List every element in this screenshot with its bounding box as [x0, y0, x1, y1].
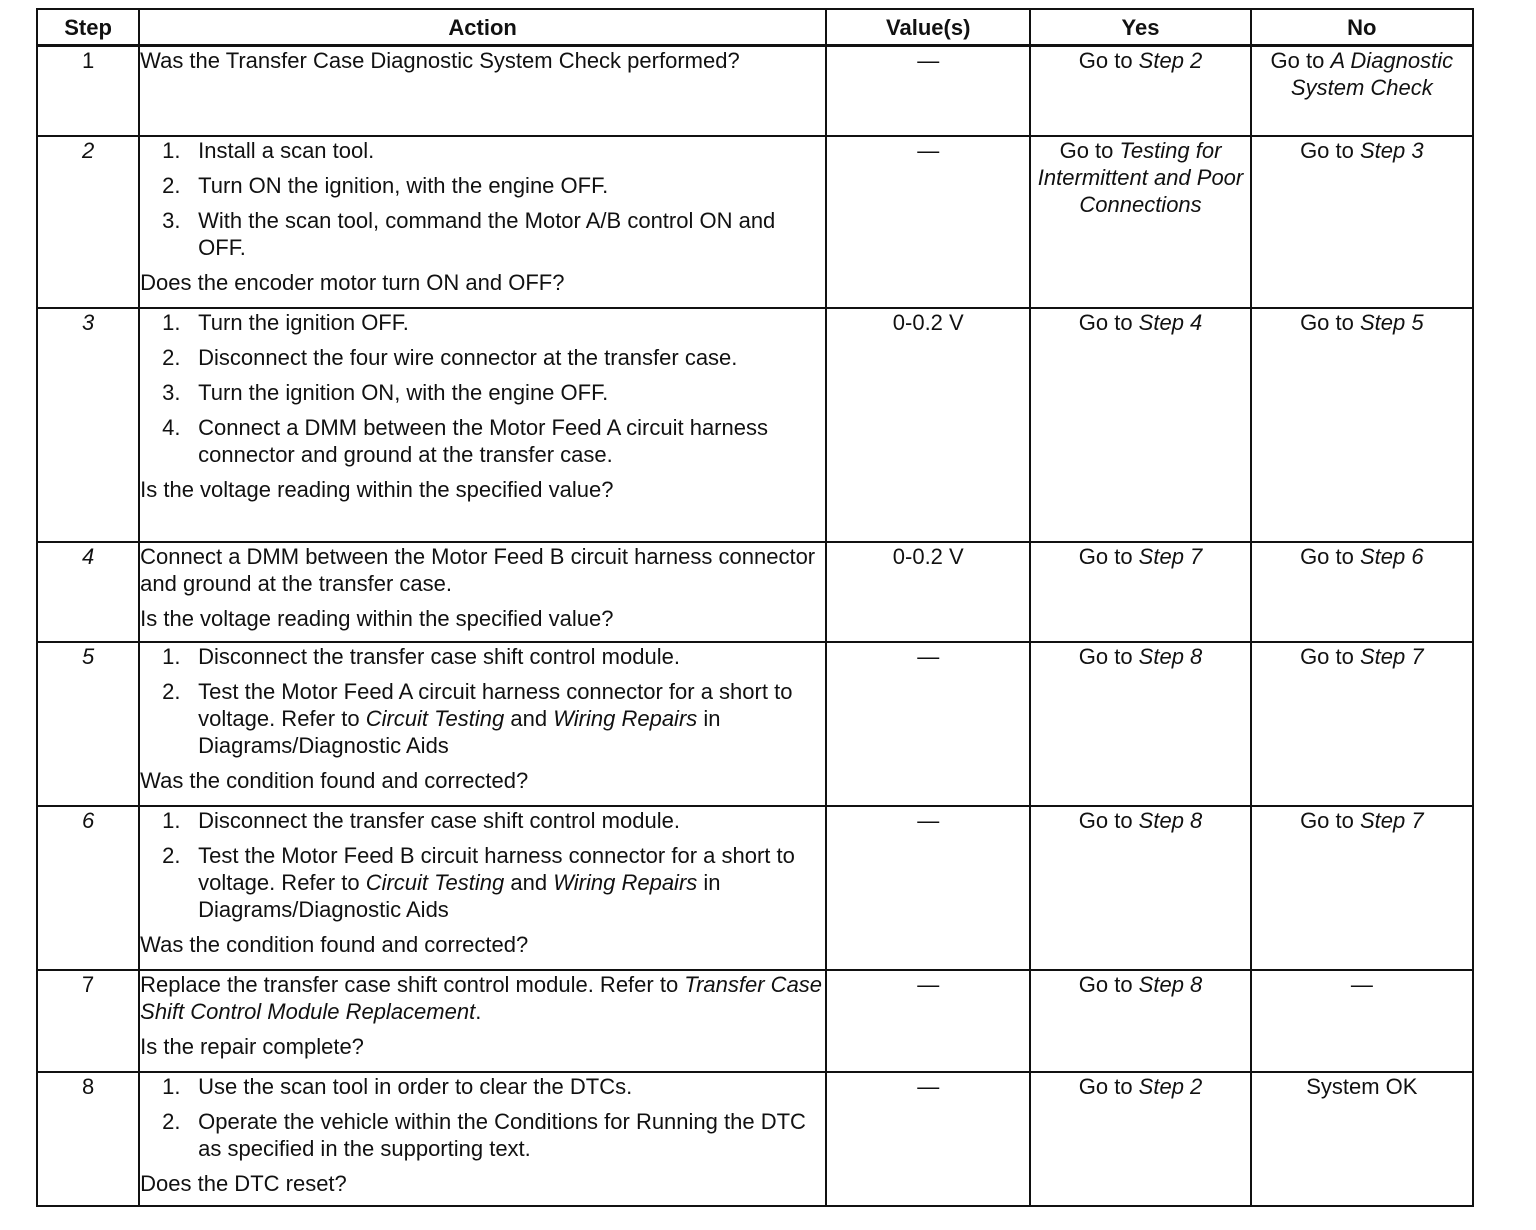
action-question: Does the encoder motor turn ON and OFF? [140, 269, 565, 295]
action-step: 1. Install a scan tool. [162, 137, 375, 163]
yes-cell [1030, 46, 1250, 136]
yes-cell [1030, 1072, 1250, 1206]
yes-ref: Step 8 [1138, 643, 1203, 669]
no-cell [1251, 642, 1473, 806]
no-prefix: Go to [1300, 643, 1360, 669]
no-cell [1251, 308, 1473, 542]
table-row [37, 642, 1473, 806]
action-steps [140, 309, 825, 468]
action-step: 3. Turn the ignition ON, with the engine OFF. [162, 379, 609, 405]
yes-ref: Step 4 [1138, 309, 1203, 335]
action-question: Is the voltage reading within the specified value? [140, 605, 614, 631]
yes-cell [1030, 806, 1250, 970]
action-step: 4. Connect a DMM between the Motor Feed A circuit harness connector and ground at the transfer case. [162, 414, 768, 467]
action-cell [139, 542, 826, 642]
header-yes: Yes [1030, 9, 1250, 46]
yes-prefix: Go to [1059, 137, 1120, 163]
no-ref: Step 6 [1359, 543, 1424, 569]
no-cell: — [1251, 970, 1473, 1072]
table-row [37, 1072, 1473, 1206]
action-step: 1. Turn the ignition OFF. [162, 309, 409, 335]
step-number: 6 [37, 806, 139, 970]
action-step: 1. Disconnect the transfer case shift control module. [162, 643, 680, 669]
yes-ref: Step 7 [1138, 543, 1203, 569]
action-cell [139, 308, 826, 542]
action-step: 2. Turn ON the ignition, with the engine OFF. [162, 172, 609, 198]
step-number: 1 [37, 46, 139, 136]
no-ref: Step 7 [1359, 807, 1424, 833]
step-number: 7 [37, 970, 139, 1072]
action-cell [139, 46, 826, 136]
step-number: 5 [37, 642, 139, 806]
action-step: 1. Disconnect the transfer case shift control module. [162, 807, 680, 833]
value-cell: — [826, 136, 1030, 308]
reference-link: Circuit Testing [365, 705, 505, 731]
step-number: 3 [37, 308, 139, 542]
step-number: 4 [37, 542, 139, 642]
yes-prefix: Go to [1078, 48, 1139, 73]
action-step: 2. Operate the vehicle within the Conditions for Running the DTC as specified in the supporting text. [162, 1108, 806, 1161]
action-question: Is the repair complete? [140, 1033, 364, 1059]
action-question: Was the condition found and corrected? [140, 931, 529, 957]
yes-prefix: Go to [1078, 543, 1139, 569]
action-steps [140, 643, 825, 759]
no-cell: System OK [1251, 1072, 1473, 1206]
reference-link: Wiring Repairs [553, 705, 698, 731]
value-cell: 0-0.2 V [826, 542, 1030, 642]
no-ref: Step 3 [1359, 137, 1424, 163]
no-cell [1251, 806, 1473, 970]
value-cell: 0-0.2 V [826, 308, 1030, 542]
diagnostic-table [36, 8, 1474, 1207]
header-action: Action [139, 9, 826, 46]
action-text: Connect a DMM between the Motor Feed B circuit harness connector and ground at the transfer case. [140, 543, 816, 596]
yes-ref: Step 8 [1138, 807, 1203, 833]
action-steps [140, 807, 825, 923]
action-cell [139, 136, 826, 308]
action-step: 2. Test the Motor Feed B circuit harness connector for a short to voltage. Refer to Circuit Testing and Wiring Repairs in Diagrams/Diagnostic Aids [162, 842, 795, 922]
yes-prefix: Go to [1078, 971, 1139, 997]
reference-link: Wiring Repairs [553, 869, 698, 895]
action-step: 2. Disconnect the four wire connector at the transfer case. [162, 344, 738, 370]
step-number: 8 [37, 1072, 139, 1206]
action-cell [139, 642, 826, 806]
value-cell: — [826, 1072, 1030, 1206]
action-steps [140, 137, 825, 261]
no-ref: Step 5 [1359, 309, 1424, 335]
no-cell [1251, 46, 1473, 136]
header-no: No [1251, 9, 1473, 46]
action-step: 2. Test the Motor Feed A circuit harness connector for a short to voltage. Refer to Circuit Testing and Wiring Repairs in Diagrams/Diagnostic Aids [162, 678, 793, 758]
yes-prefix: Go to [1078, 807, 1139, 833]
table-row [37, 136, 1473, 308]
yes-ref: Step 8 [1138, 971, 1203, 997]
action-steps [140, 1073, 825, 1162]
yes-prefix: Go to [1078, 1073, 1139, 1099]
yes-prefix: Go to [1078, 643, 1139, 669]
action-question: Does the DTC reset? [140, 1170, 347, 1196]
action-cell [139, 806, 826, 970]
yes-ref: Testing for Intermittent and Poor Connections [1037, 137, 1244, 217]
yes-cell [1030, 970, 1250, 1072]
no-cell [1251, 136, 1473, 308]
no-prefix: Go to [1300, 807, 1360, 833]
yes-cell [1030, 542, 1250, 642]
action-question: Is the voltage reading within the specified value? [140, 476, 614, 502]
no-prefix: Go to [1300, 137, 1360, 163]
no-prefix: Go to [1300, 543, 1360, 569]
header-row [37, 9, 1473, 46]
value-cell: — [826, 642, 1030, 806]
no-prefix: Go to [1300, 309, 1360, 335]
action-text: Replace the transfer case shift control module. Refer to Transfer Case Shift Control Module Replacement. [140, 971, 823, 1024]
header-step: Step [37, 9, 139, 46]
header-values: Value(s) [826, 9, 1030, 46]
step-number: 2 [37, 136, 139, 308]
action-step: 3. With the scan tool, command the Motor A/B control ON and OFF. [162, 207, 776, 260]
no-ref: A Diagnostic System Check [1290, 48, 1454, 100]
table-row [37, 46, 1473, 136]
action-question: Was the condition found and corrected? [140, 767, 529, 793]
no-prefix: Go to [1270, 48, 1331, 73]
action-step: 1. Use the scan tool in order to clear the DTCs. [162, 1073, 633, 1099]
action-cell [139, 1072, 826, 1206]
yes-ref: Step 2 [1138, 1073, 1203, 1099]
no-cell [1251, 542, 1473, 642]
reference-link: Circuit Testing [365, 869, 505, 895]
table-row [37, 308, 1473, 542]
value-cell: — [826, 970, 1030, 1072]
action-text: Was the Transfer Case Diagnostic System Check performed? [140, 48, 740, 73]
value-cell: — [826, 46, 1030, 136]
table-row [37, 806, 1473, 970]
yes-prefix: Go to [1078, 309, 1139, 335]
reference-link: Transfer Case Shift Control Module Replacement [140, 971, 823, 1024]
yes-ref: Step 2 [1138, 48, 1203, 73]
table-row [37, 542, 1473, 642]
yes-cell [1030, 308, 1250, 542]
table-row [37, 970, 1473, 1072]
action-cell [139, 970, 826, 1072]
no-ref: Step 7 [1359, 643, 1424, 669]
value-cell: — [826, 806, 1030, 970]
yes-cell [1030, 136, 1250, 308]
yes-cell [1030, 642, 1250, 806]
